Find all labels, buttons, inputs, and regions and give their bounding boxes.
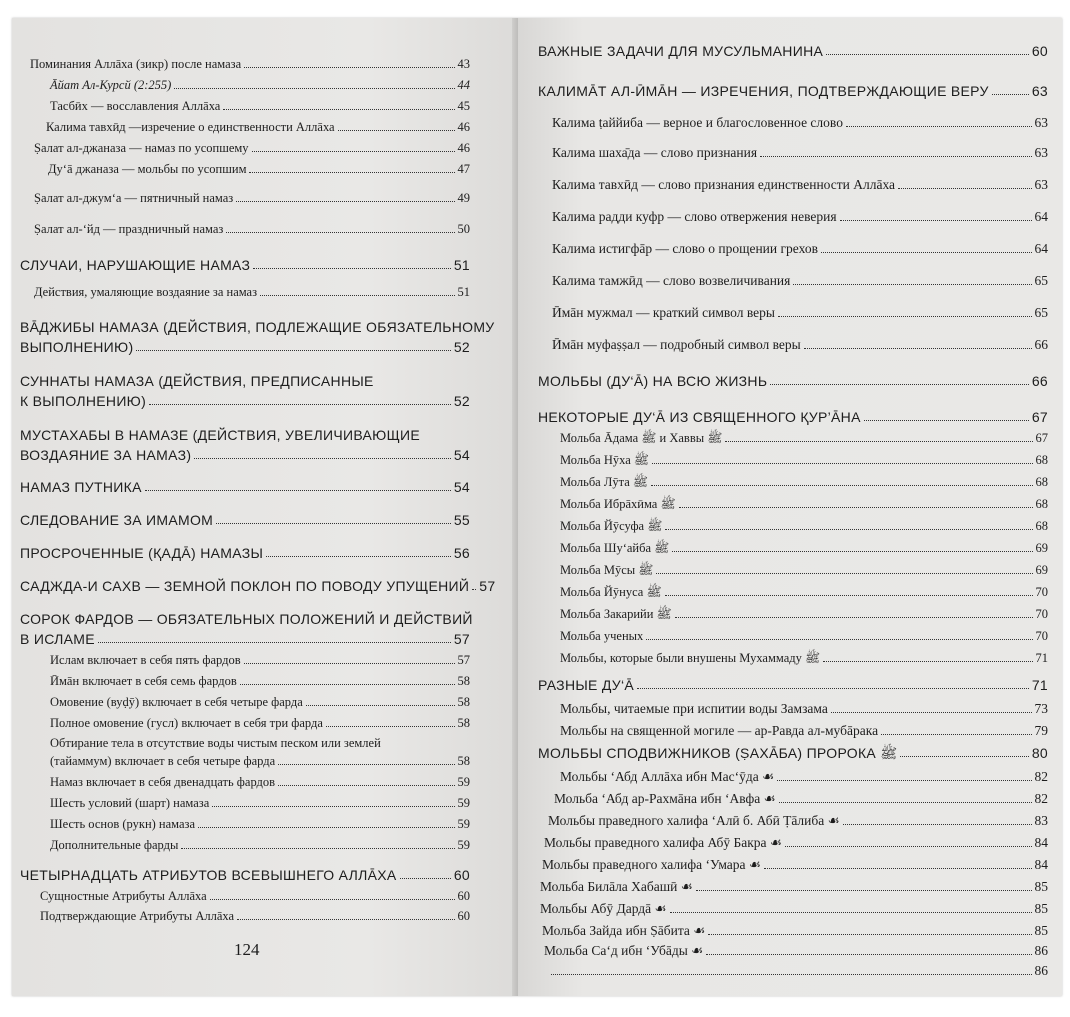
leader-dots bbox=[864, 420, 1029, 421]
toc-entry-title: Ṣалат ал-джум‘а — пятничный намаз bbox=[34, 191, 234, 205]
leader-dots bbox=[725, 441, 1032, 442]
toc-entry-page: 45 bbox=[457, 99, 470, 113]
toc-entry bbox=[560, 564, 1048, 578]
toc-entry bbox=[50, 737, 470, 751]
toc-entry-title: Калима радди куфр — слово отвержения неверия bbox=[552, 209, 837, 224]
page-number: 124 bbox=[234, 940, 260, 959]
leader-dots bbox=[840, 220, 1032, 221]
toc-entry bbox=[560, 542, 1048, 556]
toc-entry-page: 71 bbox=[1035, 651, 1048, 665]
toc-entry-page: 55 bbox=[453, 512, 470, 528]
leader-dots bbox=[900, 756, 1029, 757]
toc-entry-page: 65 bbox=[1034, 273, 1048, 288]
leader-dots bbox=[326, 726, 455, 727]
toc-section-heading bbox=[538, 44, 1048, 59]
leader-dots bbox=[278, 785, 454, 786]
toc-entry-title: Ӣмāн мужмал — краткий символ веры bbox=[552, 305, 775, 320]
toc-section-heading bbox=[20, 513, 470, 528]
toc-entry-title: СУННАТЫ НАМАЗА (ДЕЙСТВИЯ, ПРЕДПИСАННЫЕ bbox=[20, 373, 374, 389]
toc-entry bbox=[560, 454, 1048, 468]
toc-entry-title: (тайаммум) включает в себя четыре фарда bbox=[50, 754, 276, 768]
toc-entry-title: Ṣалат ал-джаназа — намаз по усопшему bbox=[34, 141, 249, 155]
toc-entry bbox=[560, 586, 1048, 600]
toc-entry-title: Мольба Шу‘айба ﷺ bbox=[560, 541, 670, 555]
toc-entry-cont bbox=[50, 755, 470, 769]
toc-entry-title: Мольба ‘Абд ар-Рахмāна ибн ‘Авфа ☙ bbox=[554, 791, 776, 806]
leader-dots bbox=[646, 639, 1032, 640]
toc-entry bbox=[46, 121, 470, 135]
toc-entry-page: 85 bbox=[1034, 879, 1048, 894]
toc-entry-title: Мольба Āдама ﷺ и Хаввы ﷺ bbox=[560, 431, 723, 445]
toc-entry-title: Калима ṭаййиба — верное и благословенное слово bbox=[552, 115, 843, 130]
toc-entry-title: Омовение (вуḍӯ) включает в себя четыре фарда bbox=[50, 695, 303, 709]
toc-entry-title: Тасбӣх — восславления Аллāха bbox=[50, 99, 221, 113]
toc-entry bbox=[544, 944, 1048, 959]
toc-entry bbox=[50, 839, 470, 853]
toc-entry-page: 63 bbox=[1031, 83, 1048, 99]
toc-entry-title: НЕКОТОРЫЕ ДУ‘Ā ИЗ СВЯЩЕННОГО ҚУР’ĀНА bbox=[538, 409, 861, 425]
leader-dots bbox=[672, 551, 1032, 552]
toc-entry-title: ВĀДЖИБЫ НАМАЗА (ДЕЙСТВИЯ, ПОДЛЕЖАЩИЕ ОБЯЗАТЕЛЬНОМУ bbox=[20, 319, 495, 335]
leader-dots bbox=[249, 172, 454, 173]
toc-entry-page: 59 bbox=[457, 775, 470, 789]
leader-dots bbox=[793, 284, 1031, 285]
toc-entry-page: 57 bbox=[457, 653, 470, 667]
toc-entry-title: Сущностные Атрибуты Аллāха bbox=[40, 889, 207, 903]
toc-entry-title: Ṣалат ал-‘йд — праздничный намаз bbox=[34, 222, 224, 236]
toc-entry bbox=[560, 608, 1048, 622]
toc-entry-title: Намаз включает в себя двенадцать фардов bbox=[50, 775, 276, 789]
toc-section-heading bbox=[20, 480, 470, 495]
toc-entry bbox=[552, 306, 1048, 321]
toc-entry-page: 82 bbox=[1034, 791, 1048, 806]
leader-dots bbox=[665, 595, 1033, 596]
leader-dots bbox=[708, 934, 1031, 935]
toc-entry-page: 67 bbox=[1031, 409, 1048, 425]
toc-entry-title: Мольба Йӯсуфа ﷺ bbox=[560, 519, 663, 533]
toc-entry bbox=[542, 924, 1048, 939]
leader-dots bbox=[764, 868, 1032, 869]
leader-dots bbox=[804, 348, 1032, 349]
toc-entry bbox=[30, 58, 470, 72]
leader-dots bbox=[237, 919, 454, 920]
toc-entry bbox=[50, 79, 470, 93]
toc-entry-title: Обтирание тела в отсутствие воды чистым песком или землей bbox=[50, 736, 381, 750]
toc-entry-page: 57 bbox=[453, 631, 470, 647]
toc-entry bbox=[50, 818, 470, 832]
toc-entry-title: Полное омовение (гусл) включает в себя три фарда bbox=[50, 716, 323, 730]
toc-entry-page: 85 bbox=[1034, 923, 1048, 938]
toc-entry-page: 59 bbox=[457, 817, 470, 831]
toc-entry bbox=[50, 717, 470, 731]
leader-dots bbox=[831, 712, 1032, 713]
toc-entry bbox=[552, 178, 1048, 193]
leader-dots bbox=[665, 529, 1032, 530]
toc-entry-title: МОЛЬБЫ (ДУ‘Ā) НА ВСЮ ЖИЗНЬ bbox=[538, 373, 768, 389]
leader-dots bbox=[212, 806, 454, 807]
toc-entry bbox=[50, 776, 470, 790]
toc-entry-title: Ӣмāн муфаṣṣал — подробный символ веры bbox=[552, 337, 801, 352]
toc-entry-title: Мольбы праведного халифа ‘Алӣ б. Абӣ Ṭāлиба ☙ bbox=[548, 813, 840, 828]
toc-entry-page: 54 bbox=[453, 447, 470, 463]
toc-entry-page: 66 bbox=[1034, 337, 1048, 352]
leader-dots bbox=[652, 463, 1032, 464]
leader-dots bbox=[306, 705, 455, 706]
toc-entry bbox=[548, 964, 1048, 979]
toc-section-heading bbox=[20, 611, 473, 627]
toc-entry-page: 63 bbox=[1034, 177, 1048, 192]
toc-entry-title: Мольбы Абӯ Дардā ☙ bbox=[540, 901, 667, 916]
toc-entry-page: 57 bbox=[479, 578, 496, 594]
toc-entry bbox=[560, 432, 1048, 446]
right-page bbox=[518, 18, 1062, 996]
leader-dots bbox=[826, 54, 1029, 55]
toc-entry-title: Мольба Билāла Хабашӣ ☙ bbox=[540, 879, 693, 894]
leader-dots bbox=[898, 188, 1031, 189]
toc-entry-page: 68 bbox=[1035, 475, 1048, 489]
toc-entry-page: 71 bbox=[1031, 677, 1048, 693]
toc-entry-title: В ИСЛАМЕ bbox=[20, 631, 95, 647]
toc-entry-title: Калима истигфāр — слово о прощении грехов bbox=[552, 241, 818, 256]
toc-entry bbox=[40, 890, 470, 904]
toc-entry-title: ПРОСРОЧЕННЫЕ (ҚАДĀ) НАМАЗЫ bbox=[20, 545, 264, 561]
toc-entry-title: Ислам включает в себя пять фардов bbox=[50, 653, 241, 667]
toc-entry-title: Ду‘ā джаназа — мольбы по усопшим bbox=[48, 162, 247, 176]
toc-entry-title: Мольбы праведного халифа ‘Умара ☙ bbox=[542, 857, 761, 872]
leader-dots bbox=[98, 642, 451, 643]
toc-entry-page: 64 bbox=[1034, 241, 1048, 256]
toc-entry-page: 68 bbox=[1035, 519, 1048, 533]
leader-dots bbox=[216, 523, 451, 524]
leader-dots bbox=[760, 156, 1031, 157]
leader-dots bbox=[551, 974, 1032, 975]
toc-entry-title: Āйат Ал-Курсй (2:255) bbox=[50, 78, 172, 92]
toc-entry-page: 52 bbox=[453, 393, 470, 409]
toc-entry bbox=[542, 858, 1048, 873]
toc-entry-page: 51 bbox=[457, 285, 470, 299]
toc-entry bbox=[552, 210, 1048, 225]
toc-entry-title: Дополнительные фарды bbox=[50, 838, 179, 852]
toc-entry-title: Мольбы ‘Абд Аллāха ибн Мас‘ӯда ☙ bbox=[560, 769, 775, 784]
toc-entry-title: Мольба Ибрāхӣма ﷺ bbox=[560, 497, 676, 511]
toc-entry bbox=[50, 675, 470, 689]
toc-section-heading bbox=[20, 546, 470, 561]
toc-entry-page: 70 bbox=[1035, 585, 1048, 599]
leader-dots bbox=[843, 824, 1032, 825]
toc-entry-title: Мольба ученых bbox=[560, 629, 644, 643]
toc-entry-page: 82 bbox=[1034, 769, 1048, 784]
toc-entry-title: ВОЗДАЯНИЕ ЗА НАМАЗ) bbox=[20, 447, 192, 463]
toc-entry bbox=[34, 286, 470, 300]
toc-entry-title: Мольбы, читаемые при испитии воды Замзама bbox=[560, 701, 828, 716]
toc-entry bbox=[544, 836, 1048, 851]
toc-section-heading bbox=[538, 678, 1048, 693]
toc-entry-title: ВАЖНЫЕ ЗАДАЧИ ДЛЯ МУСУЛЬМАНИНА bbox=[538, 43, 824, 59]
toc-section-heading bbox=[20, 868, 470, 883]
toc-section-heading bbox=[20, 374, 470, 389]
leader-dots bbox=[174, 88, 454, 89]
toc-section-heading-cont bbox=[20, 340, 470, 355]
toc-entry-title: Калима тамжӣд — слово возвеличивания bbox=[552, 273, 791, 288]
right-toc bbox=[518, 18, 1062, 996]
leader-dots bbox=[244, 67, 454, 68]
toc-entry-title: Поминания Аллāха (зикр) после намаза bbox=[30, 57, 242, 71]
leader-dots bbox=[223, 109, 454, 110]
toc-entry-title: МОЛЬБЫ СПОДВИЖНИКОВ (ṢАХĀБА) ПРОРОКА ﷺ bbox=[538, 745, 898, 761]
toc-entry-page: 60 bbox=[453, 867, 470, 883]
toc-entry-page: 49 bbox=[457, 191, 470, 205]
toc-entry-page: 58 bbox=[457, 754, 470, 768]
toc-entry-title: Калима тавхӣд — слово признания единственности Аллāха bbox=[552, 177, 896, 192]
toc-section-heading bbox=[20, 258, 470, 273]
toc-entry-page: 79 bbox=[1034, 723, 1048, 738]
toc-entry-page: 85 bbox=[1034, 901, 1048, 916]
toc-entry bbox=[552, 338, 1048, 353]
leader-dots bbox=[145, 490, 451, 491]
toc-entry-title: СОРОК ФАРДОВ — ОБЯЗАТЕЛЬНЫХ ПОЛОЖЕНИЙ И ДЕЙСТВИЙ bbox=[20, 611, 473, 627]
toc-entry-page: 46 bbox=[457, 141, 470, 155]
toc-entry-title: Ӣмāн включает в себя семь фардов bbox=[50, 674, 237, 688]
toc-entry bbox=[540, 880, 1048, 895]
toc-entry bbox=[552, 116, 1048, 131]
toc-entry-page: 56 bbox=[453, 545, 470, 561]
toc-entry bbox=[50, 797, 470, 811]
toc-entry-page: 46 bbox=[457, 120, 470, 134]
toc-entry-page: 60 bbox=[1031, 43, 1048, 59]
toc-entry bbox=[560, 770, 1048, 785]
toc-entry-title: Шесть основ (рукн) намаза bbox=[50, 817, 196, 831]
toc-entry-title: ЧЕТЫРНАДЦАТЬ АТРИБУТОВ ВСЕВЫШНЕГО АЛЛĀХА bbox=[20, 867, 397, 883]
toc-entry bbox=[48, 163, 470, 177]
toc-entry-page: 83 bbox=[1034, 813, 1048, 828]
toc-entry-title: Мольба Са‘д ибн ‘Убāды ☙ bbox=[544, 943, 704, 958]
leader-dots bbox=[278, 764, 454, 765]
leader-dots bbox=[400, 878, 451, 879]
leader-dots bbox=[675, 617, 1033, 618]
leader-dots bbox=[252, 151, 455, 152]
toc-entry-page: 80 bbox=[1031, 745, 1048, 761]
toc-entry-page: 84 bbox=[1034, 835, 1048, 850]
toc-section-heading bbox=[538, 84, 1048, 99]
toc-section-heading bbox=[20, 428, 470, 443]
toc-entry bbox=[560, 630, 1048, 644]
toc-entry-page: 84 bbox=[1034, 857, 1048, 872]
toc-entry-title: Калима шаха̄да — слово признания bbox=[552, 145, 758, 160]
toc-entry-page: 65 bbox=[1034, 305, 1048, 320]
open-book bbox=[12, 18, 1062, 996]
toc-section-heading bbox=[20, 319, 495, 335]
toc-entry-title: Мольба Зайда ибн Ṣāбита ☙ bbox=[542, 923, 706, 938]
toc-entry-title: Калима тавхӣд —изречение о единственности Аллāха bbox=[46, 120, 335, 134]
toc-entry bbox=[34, 223, 470, 237]
toc-entry bbox=[554, 792, 1048, 807]
leader-dots bbox=[194, 458, 450, 459]
leader-dots bbox=[770, 384, 1028, 385]
leader-dots bbox=[260, 295, 454, 296]
left-toc bbox=[12, 18, 518, 996]
toc-entry-title: Мольба Лӯта ﷺ bbox=[560, 475, 648, 489]
toc-entry-page: 52 bbox=[453, 339, 470, 355]
toc-entry-page: 69 bbox=[1035, 541, 1048, 555]
toc-entry-page: 69 bbox=[1035, 563, 1048, 577]
toc-entry-title: Мольба Мӯсы ﷺ bbox=[560, 563, 654, 577]
toc-entry bbox=[548, 814, 1048, 829]
toc-entry-page: 50 bbox=[457, 222, 470, 236]
toc-entry bbox=[50, 696, 470, 710]
toc-entry-title: ВЫПОЛНЕНИЮ) bbox=[20, 339, 134, 355]
toc-entry-page: 58 bbox=[457, 716, 470, 730]
leader-dots bbox=[696, 890, 1032, 891]
leader-dots bbox=[338, 130, 455, 131]
leader-dots bbox=[779, 802, 1032, 803]
toc-entry-title: МУСТАХАБЫ В НАМАЗЕ (ДЕЙСТВИЯ, УВЕЛИЧИВАЮЩИЕ bbox=[20, 427, 420, 443]
leader-dots bbox=[846, 126, 1032, 127]
leader-dots bbox=[240, 684, 455, 685]
leader-dots bbox=[244, 663, 455, 664]
leader-dots bbox=[198, 827, 454, 828]
toc-entry-page: 43 bbox=[457, 57, 470, 71]
leader-dots bbox=[472, 589, 476, 590]
toc-entry-page: 86 bbox=[1034, 963, 1048, 978]
toc-entry bbox=[560, 498, 1048, 512]
toc-entry-page: 67 bbox=[1035, 431, 1048, 445]
toc-entry bbox=[560, 724, 1048, 739]
leader-dots bbox=[881, 734, 1031, 735]
leader-dots bbox=[253, 268, 451, 269]
toc-entry-title: Подтверждающие Атрибуты Аллāха bbox=[40, 909, 235, 923]
toc-entry-title: САДЖДА-И САХВ — ЗЕМНОЙ ПОКЛОН ПО ПОВОДУ УПУЩЕНИЙ bbox=[20, 578, 470, 594]
toc-entry bbox=[552, 274, 1048, 289]
leader-dots bbox=[226, 232, 454, 233]
toc-entry-title: КАЛИМĀТ АЛ-ӢМĀН — ИЗРЕЧЕНИЯ, ПОДТВЕРЖДАЮЩИЕ ВЕРУ bbox=[538, 83, 989, 99]
leader-dots bbox=[670, 912, 1032, 913]
leader-dots bbox=[210, 899, 455, 900]
toc-entry-page: 47 bbox=[457, 162, 470, 176]
leader-dots bbox=[149, 404, 451, 405]
toc-entry bbox=[540, 902, 1048, 917]
toc-entry bbox=[560, 476, 1048, 490]
leader-dots bbox=[656, 573, 1032, 574]
leader-dots bbox=[651, 485, 1033, 486]
toc-entry-title: Мольбы на священной могиле — ар-Равда ал-мубāрака bbox=[560, 723, 879, 738]
toc-entry-page: 44 bbox=[457, 78, 470, 92]
toc-entry bbox=[50, 100, 470, 114]
leader-dots bbox=[637, 688, 1029, 689]
toc-entry-page: 58 bbox=[457, 695, 470, 709]
toc-entry-page: 60 bbox=[457, 909, 470, 923]
toc-entry-title: РАЗНЫЕ ДУ‘Ā bbox=[538, 677, 635, 693]
leader-dots bbox=[778, 316, 1032, 317]
leader-dots bbox=[992, 94, 1029, 95]
toc-entry-title: Мольба Нӯха ﷺ bbox=[560, 453, 650, 467]
toc-entry-page: 66 bbox=[1031, 373, 1048, 389]
toc-entry-page: 64 bbox=[1034, 209, 1048, 224]
toc-entry bbox=[40, 910, 470, 924]
leader-dots bbox=[266, 556, 451, 557]
toc-entry-page: 70 bbox=[1035, 629, 1048, 643]
toc-section-heading bbox=[538, 746, 1048, 761]
toc-entry-title: Мольбы праведного халифа Абӯ Бакра ☙ bbox=[544, 835, 783, 850]
toc-entry-page: 70 bbox=[1035, 607, 1048, 621]
toc-entry-page: 86 bbox=[1034, 943, 1048, 958]
toc-entry-page: 51 bbox=[453, 257, 470, 273]
toc-entry bbox=[560, 520, 1048, 534]
leader-dots bbox=[706, 954, 1031, 955]
toc-entry-page: 59 bbox=[457, 796, 470, 810]
toc-entry bbox=[560, 652, 1048, 666]
toc-entry-page: 54 bbox=[453, 479, 470, 495]
toc-entry bbox=[50, 654, 470, 668]
leader-dots bbox=[823, 661, 1032, 662]
leader-dots bbox=[679, 507, 1033, 508]
leader-dots bbox=[777, 780, 1031, 781]
toc-entry bbox=[552, 146, 1048, 161]
toc-entry bbox=[34, 192, 470, 206]
toc-section-heading bbox=[538, 410, 1048, 425]
leader-dots bbox=[785, 846, 1031, 847]
toc-entry-title: СЛЕДОВАНИЕ ЗА ИМАМОМ bbox=[20, 512, 214, 528]
toc-entry bbox=[560, 702, 1048, 717]
toc-entry-page: 59 bbox=[457, 838, 470, 852]
toc-section-heading-cont bbox=[20, 394, 470, 409]
toc-entry-title: Шесть условий (шарт) намаза bbox=[50, 796, 210, 810]
toc-entry-title: Мольбы, которые были внушены Мухаммаду ﷺ bbox=[560, 651, 821, 665]
toc-entry-title: К ВЫПОЛНЕНИЮ) bbox=[20, 393, 147, 409]
toc-entry bbox=[34, 142, 470, 156]
leader-dots bbox=[821, 252, 1032, 253]
leader-dots bbox=[136, 350, 450, 351]
toc-section-heading bbox=[538, 374, 1048, 389]
toc-entry-page: 68 bbox=[1035, 497, 1048, 511]
toc-section-heading bbox=[20, 578, 496, 594]
toc-entry-page: 73 bbox=[1034, 701, 1048, 716]
toc-entry bbox=[552, 242, 1048, 257]
toc-section-heading-cont bbox=[20, 632, 470, 647]
toc-entry-page: 63 bbox=[1034, 145, 1048, 160]
toc-entry-title: Мольба Закарийи ﷺ bbox=[560, 607, 672, 621]
toc-entry-title: СЛУЧАИ, НАРУШАЮЩИЕ НАМАЗ bbox=[20, 257, 251, 273]
toc-entry-title: НАМАЗ ПУТНИКА bbox=[20, 479, 142, 495]
toc-entry-page: 63 bbox=[1034, 115, 1048, 130]
leader-dots bbox=[181, 848, 454, 849]
toc-entry-page: 58 bbox=[457, 674, 470, 688]
toc-section-heading-cont bbox=[20, 448, 470, 463]
left-page bbox=[12, 18, 518, 996]
toc-entry-title: Мольба Йӯнуса ﷺ bbox=[560, 585, 662, 599]
toc-entry-title: Действия, умаляющие воздаяние за намаз bbox=[34, 285, 258, 299]
toc-entry-page: 68 bbox=[1035, 453, 1048, 467]
leader-dots bbox=[236, 201, 454, 202]
toc-entry-page: 60 bbox=[457, 889, 470, 903]
